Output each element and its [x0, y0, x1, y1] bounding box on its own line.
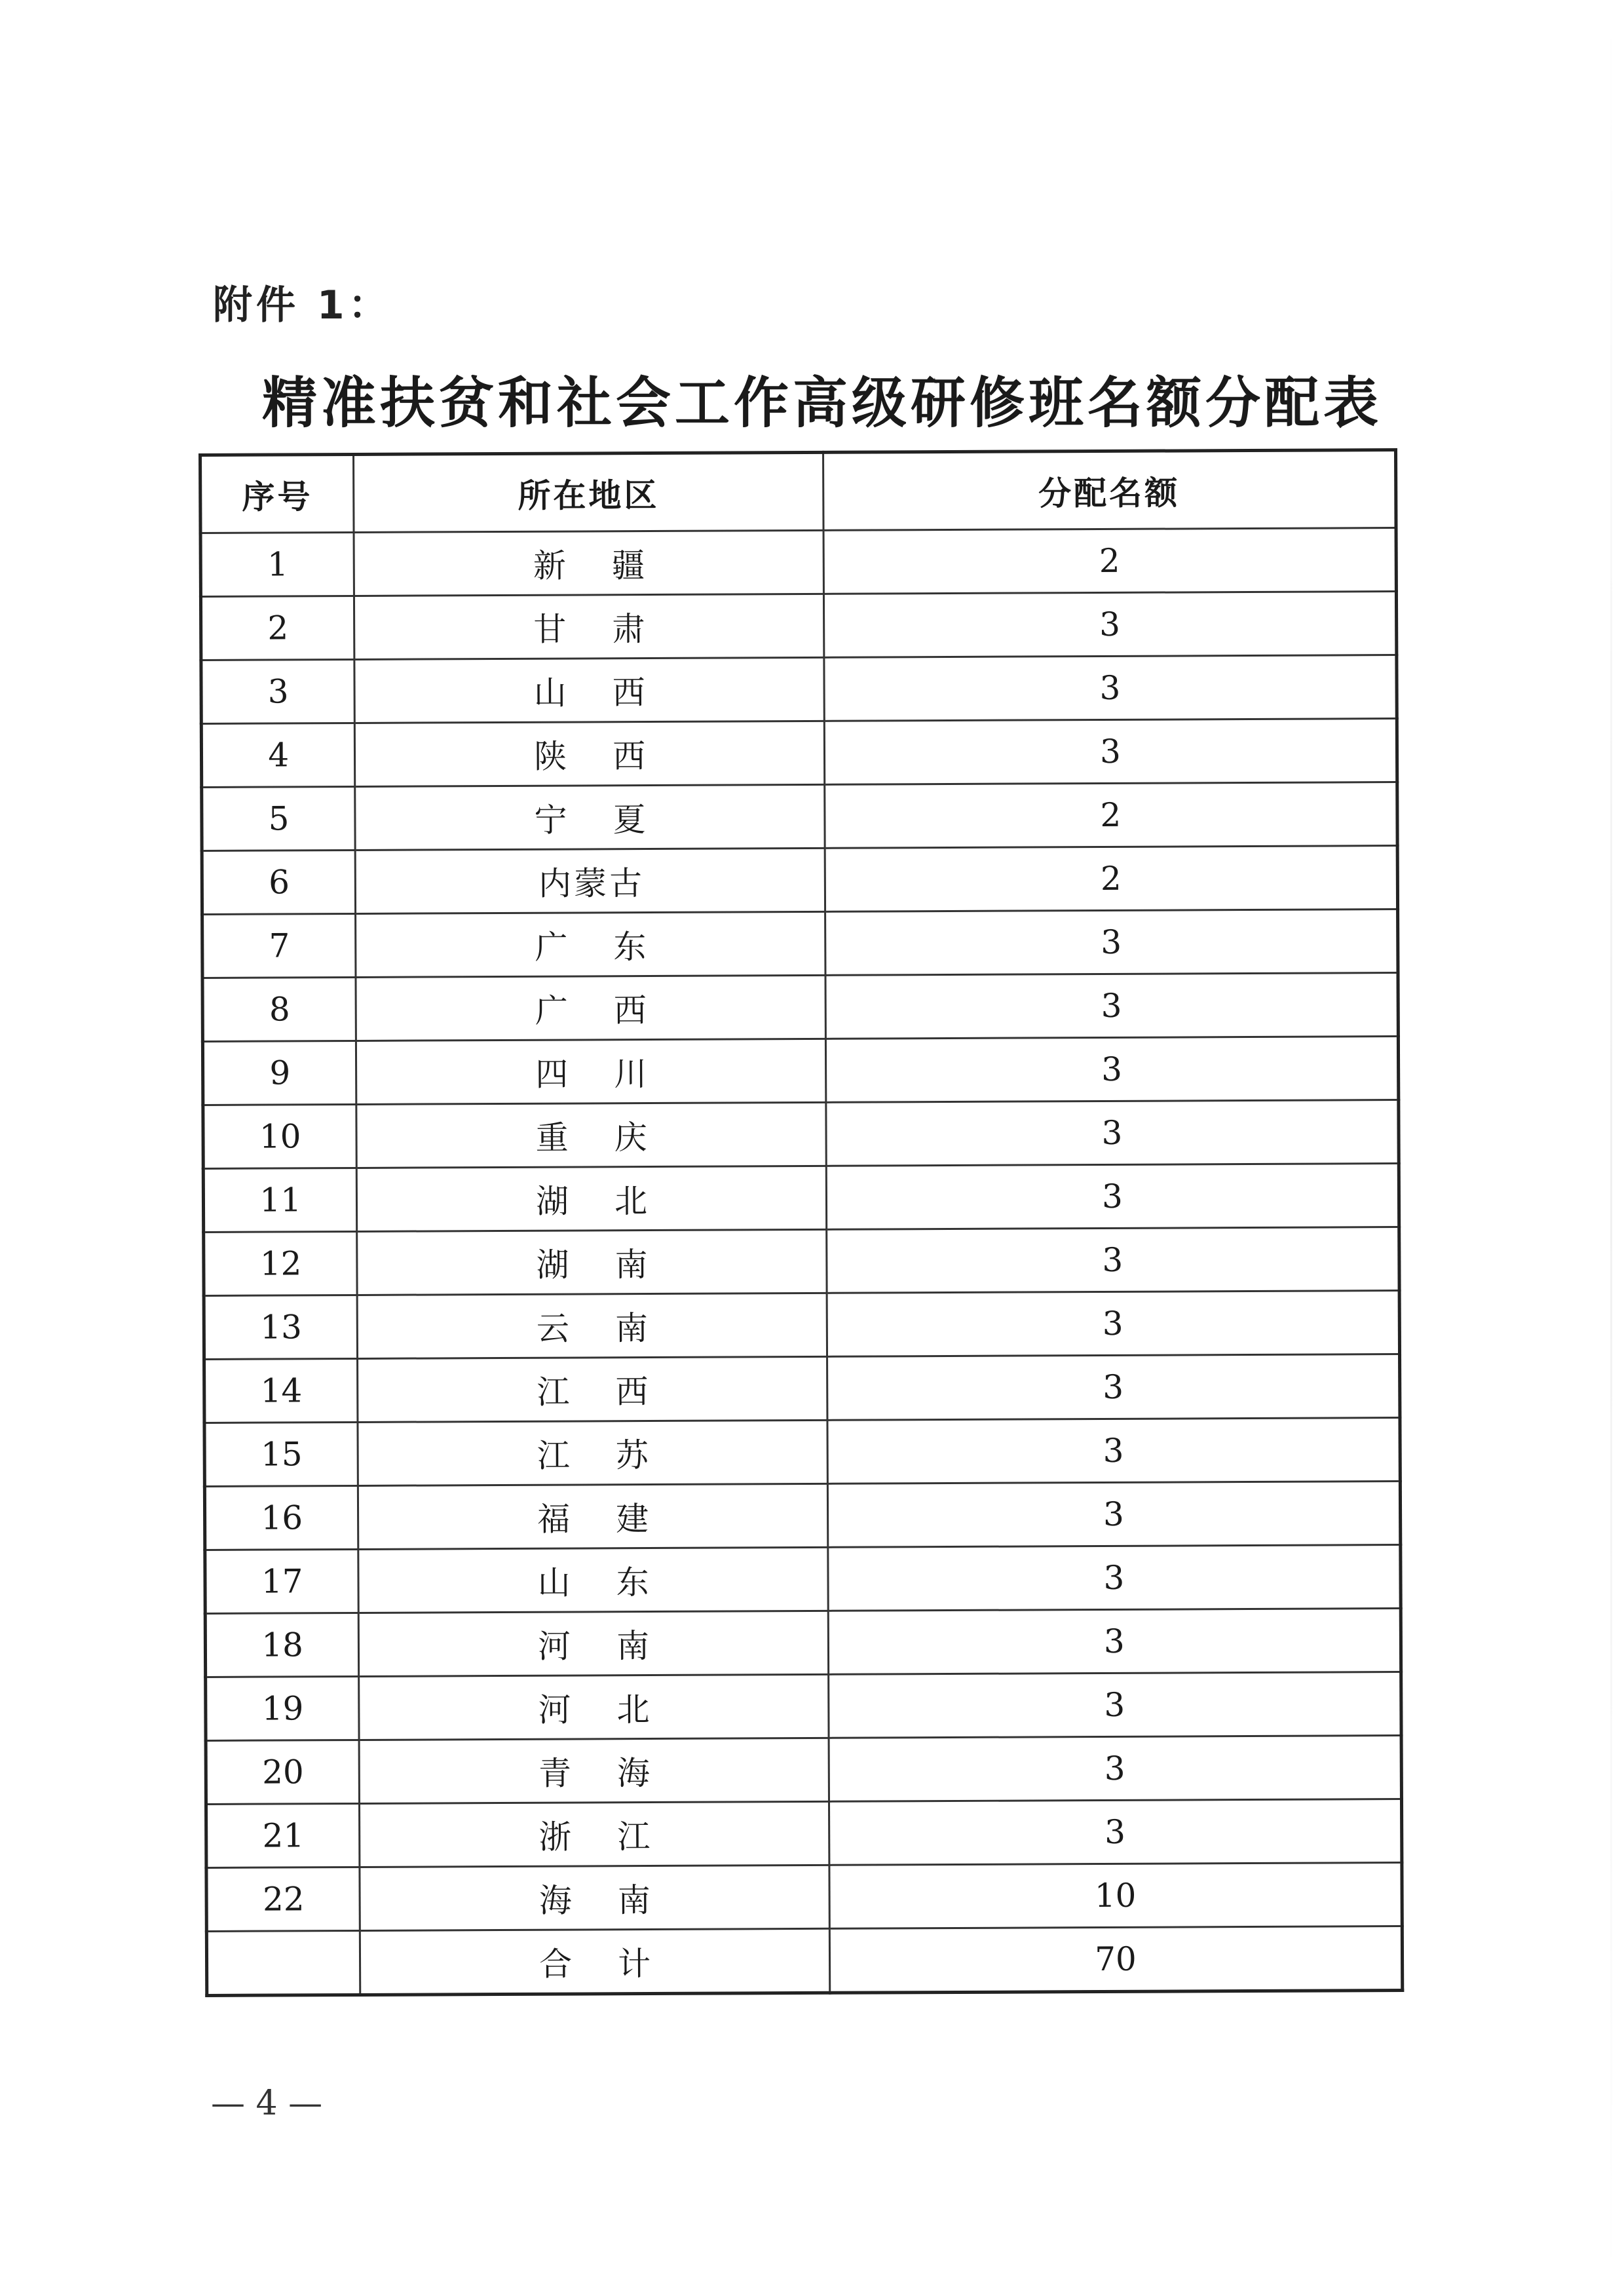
row-region-cell — [358, 1420, 827, 1485]
row-region-cell — [354, 657, 824, 723]
table-row — [201, 719, 1397, 788]
table-row — [202, 782, 1397, 851]
row-region: 山东 — [537, 1563, 695, 1602]
row-index: 21 — [206, 1803, 360, 1867]
row-index: 5 — [202, 786, 356, 851]
table-header — [200, 450, 1397, 533]
row-region: 四川 — [535, 1054, 693, 1094]
row-index: 22 — [206, 1867, 360, 1931]
row-region: 内蒙古 — [538, 864, 645, 903]
row-index: 7 — [202, 913, 356, 978]
table-row — [203, 1100, 1399, 1169]
total-quota: 70 — [829, 1926, 1403, 1993]
row-region: 河南 — [537, 1626, 696, 1666]
attachment-label: 附件 1： — [213, 282, 392, 328]
row-region: 海南 — [538, 1881, 696, 1920]
row-region: 浙江 — [538, 1817, 696, 1856]
row-region-cell — [356, 1102, 826, 1168]
row-index: 20 — [206, 1740, 360, 1804]
row-index: 12 — [204, 1231, 358, 1295]
row-region-cell — [360, 1865, 829, 1930]
table-row — [202, 846, 1397, 915]
row-region: 河北 — [538, 1690, 696, 1729]
row-quota: 3 — [825, 909, 1398, 976]
row-index: 19 — [206, 1676, 360, 1740]
row-region: 宁夏 — [534, 800, 692, 839]
row-quota: 3 — [829, 1799, 1402, 1866]
row-region-cell — [356, 911, 825, 977]
row-region: 青海 — [538, 1753, 696, 1793]
row-index: 11 — [203, 1168, 357, 1232]
row-region-cell — [356, 975, 825, 1041]
table-row — [204, 1354, 1400, 1423]
row-index: 13 — [204, 1295, 358, 1359]
total-label: 合计 — [539, 1944, 697, 1983]
row-index: 6 — [202, 850, 356, 914]
table-row — [202, 1037, 1398, 1105]
row-region-cell — [358, 1356, 827, 1422]
table-body — [200, 528, 1403, 1996]
table-row — [206, 1672, 1401, 1741]
table-row — [203, 1164, 1399, 1233]
document-title: 精准扶贫和社会工作高级研修班名额分配表 — [262, 371, 1383, 435]
table-row — [202, 973, 1398, 1042]
row-index: 4 — [201, 723, 355, 787]
row-quota: 3 — [827, 1227, 1400, 1293]
row-region: 湖南 — [536, 1245, 694, 1284]
header-region: 所在地区 — [354, 452, 823, 532]
row-region: 甘肃 — [533, 609, 691, 649]
header-quota: 分配名额 — [823, 450, 1396, 531]
table-row — [204, 1291, 1399, 1360]
row-region-cell — [358, 1547, 828, 1613]
row-index: 3 — [201, 659, 355, 723]
row-region: 江西 — [537, 1372, 694, 1411]
table-row — [206, 1863, 1402, 1932]
table-row — [205, 1545, 1401, 1614]
table-row — [201, 655, 1397, 724]
row-quota: 3 — [826, 1100, 1399, 1166]
row-region: 山西 — [533, 673, 691, 712]
row-region: 广西 — [535, 991, 692, 1030]
row-index: 1 — [200, 532, 354, 596]
scan-edge-shadow — [1610, 0, 1612, 2296]
row-quota: 10 — [829, 1863, 1403, 1929]
row-index: 17 — [205, 1549, 359, 1613]
table-row — [206, 1799, 1401, 1868]
row-quota: 3 — [827, 1291, 1400, 1357]
table-row — [204, 1482, 1400, 1550]
row-index: 2 — [200, 596, 354, 660]
row-region-cell — [354, 594, 824, 659]
table-row — [200, 592, 1396, 660]
row-quota: 2 — [825, 846, 1398, 912]
row-quota: 3 — [827, 1354, 1400, 1421]
row-region-cell — [359, 1611, 829, 1676]
row-region-cell — [360, 1801, 829, 1867]
row-quota: 3 — [823, 592, 1397, 658]
row-quota: 2 — [823, 528, 1397, 594]
row-region-cell — [358, 1483, 828, 1549]
row-region: 湖北 — [535, 1181, 694, 1221]
row-quota: 3 — [824, 719, 1397, 785]
row-region-cell — [357, 1166, 827, 1231]
row-region-cell — [356, 1039, 826, 1104]
row-region: 陕西 — [534, 737, 692, 776]
row-region-cell — [354, 530, 823, 596]
row-quota: 3 — [825, 973, 1399, 1039]
row-region-cell — [357, 1293, 827, 1358]
row-region: 云南 — [536, 1309, 694, 1348]
row-quota: 3 — [824, 655, 1397, 721]
row-region: 江苏 — [537, 1436, 694, 1475]
table-row — [205, 1609, 1401, 1677]
row-region: 新疆 — [533, 546, 691, 585]
row-region-cell — [359, 1738, 829, 1803]
row-quota: 3 — [829, 1672, 1402, 1738]
row-index: 18 — [205, 1613, 359, 1677]
row-region-cell — [359, 1674, 829, 1740]
row-quota: 3 — [827, 1482, 1401, 1548]
table-row — [200, 528, 1396, 597]
table-row — [204, 1418, 1400, 1487]
total-row — [206, 1926, 1402, 1996]
row-quota: 3 — [825, 1037, 1399, 1103]
row-index: 9 — [202, 1041, 356, 1105]
row-index: 14 — [204, 1358, 358, 1423]
row-quota: 3 — [827, 1418, 1401, 1484]
header-row — [200, 450, 1397, 533]
page-number: — 4 — — [211, 2084, 323, 2123]
table-row — [206, 1736, 1401, 1805]
table-row — [202, 909, 1398, 978]
row-quota: 3 — [829, 1736, 1402, 1802]
table-row — [204, 1227, 1399, 1296]
total-index — [206, 1930, 360, 1995]
header-index: 序号 — [200, 454, 354, 533]
row-region-cell — [355, 721, 825, 786]
row-quota: 3 — [826, 1164, 1399, 1230]
total-label-cell — [360, 1928, 830, 1995]
row-index: 16 — [204, 1485, 358, 1550]
row-region: 福建 — [537, 1499, 695, 1539]
row-region: 重庆 — [535, 1118, 693, 1157]
row-index: 10 — [203, 1104, 357, 1168]
row-region-cell — [355, 784, 825, 850]
row-region-cell — [356, 848, 825, 913]
row-index: 8 — [202, 977, 356, 1041]
row-region-cell — [357, 1229, 827, 1295]
row-region: 广东 — [535, 927, 692, 966]
row-quota: 3 — [828, 1545, 1401, 1611]
row-quota: 3 — [828, 1609, 1401, 1675]
quota-allocation-table — [198, 448, 1404, 1997]
row-quota: 2 — [825, 782, 1398, 849]
row-index: 15 — [204, 1422, 358, 1486]
